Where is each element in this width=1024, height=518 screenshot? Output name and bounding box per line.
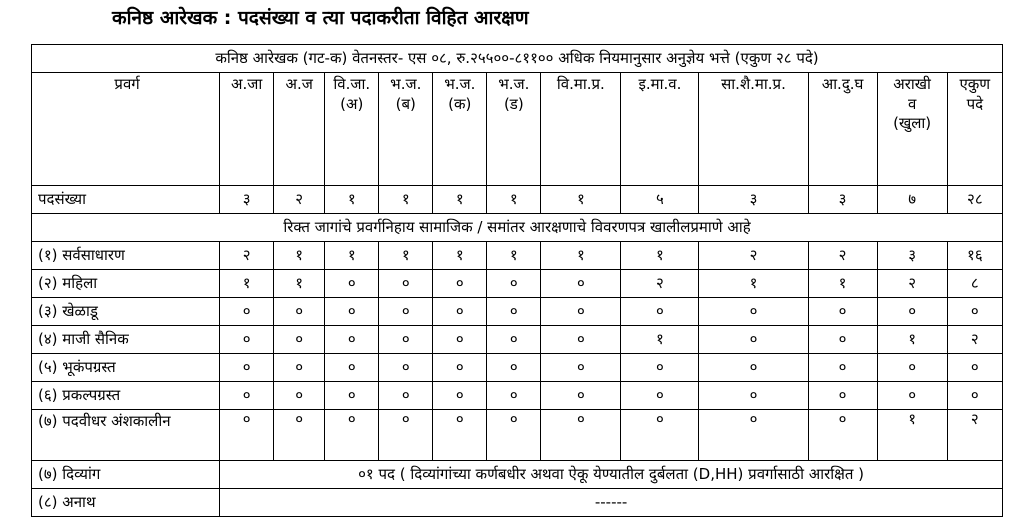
row-label: (५) भूकंपग्रस्त [32,354,220,382]
table-cell: ० [947,298,1002,326]
table-cell: १ [325,242,379,270]
table-cell: २ [877,270,947,298]
table-cell: १ [699,270,808,298]
table-cell: ० [877,298,947,326]
table-cell: ० [433,410,487,461]
row-label: (४) माजी सैनिक [32,326,220,354]
posts-value: १ [487,186,541,214]
column-header [433,73,487,186]
category-header: प्रवर्ग [32,73,220,186]
table-cell: ८ [947,270,1002,298]
column-header-line: (ड) [503,94,524,113]
posts-value: ७ [877,186,947,214]
column-header-line: भ.ज. [390,75,422,93]
table-cell: ० [877,382,947,410]
table-cell: ० [487,354,541,382]
table-cell: १ [541,242,621,270]
row-label: (७) पदवीधर अंशकालीन [32,410,220,461]
anath-label: (८) अनाथ [32,489,220,517]
table-cell: ० [274,410,325,461]
table-cell: ० [220,298,274,326]
table-cell: ० [220,326,274,354]
table-cell: १ [433,242,487,270]
table-cell: ० [699,354,808,382]
table-cell: ० [379,270,433,298]
table-cell: ० [325,326,379,354]
table-cell: ० [487,382,541,410]
table-row [32,298,1003,326]
reservation-table [31,44,1003,517]
section-note: रिक्त जागांचे प्रवर्गनिहाय सामाजिक / समांतर आरक्षणाचे विवरणपत्र खालीलप्रमाणे आहे [32,214,1003,242]
table-cell: ० [947,354,1002,382]
table-cell: ० [621,410,699,461]
table-cell: २ [220,242,274,270]
column-header [808,73,877,186]
table-cell: २ [621,270,699,298]
posts-value: ३ [220,186,274,214]
table-cell: ० [487,298,541,326]
table-cell: १ [621,326,699,354]
posts-value: १ [541,186,621,214]
column-header-line: आ.दु.घ [821,75,864,93]
column-header-line: अ.जा [231,75,263,93]
column-header [487,73,541,186]
row-label: (२) महिला [32,270,220,298]
table-cell: ० [433,298,487,326]
posts-label: पदसंख्या [32,186,220,214]
table-cell: ० [621,298,699,326]
posts-value: १ [325,186,379,214]
column-header [877,73,947,186]
table-cell: ० [274,326,325,354]
table-cell: ० [325,410,379,461]
column-header-line: (खुला) [893,114,932,132]
table-cell: ० [325,382,379,410]
table-cell: ० [808,326,877,354]
table-cell: ० [433,354,487,382]
table-cell: ० [325,270,379,298]
table-cell: ० [947,382,1002,410]
table-cell: ० [487,410,541,461]
section-note-row [32,214,1003,242]
table-cell: ० [325,354,379,382]
table-cell: ० [699,410,808,461]
table-cell: २ [947,410,1002,461]
table-row [32,410,1003,461]
table-row [32,242,1003,270]
table-cell: ३ [877,242,947,270]
table-cell: ० [220,354,274,382]
page-title: कनिष्ठ आरेखक : पदसंख्या व त्या पदाकरीता विहित आरक्षण [112,7,529,29]
posts-value: ५ [621,186,699,214]
column-header-line: वि.मा.प्र. [556,75,605,93]
column-header-line: इ.मा.व. [638,75,682,93]
table-cell: ० [487,326,541,354]
column-header [541,73,621,186]
table-row [32,326,1003,354]
table-cell: १ [220,270,274,298]
table-cell: १ [274,270,325,298]
column-header-line: भ.ज. [498,75,530,93]
table-cell: २ [808,242,877,270]
table-cell: ० [220,382,274,410]
anath-row [32,489,1003,517]
table-cell: ० [274,354,325,382]
column-header-line: अ.ज [285,75,313,93]
table-cell: ० [379,410,433,461]
table-cell: १ [877,410,947,461]
column-header-line: व [907,94,917,113]
anath-text: ------ [220,489,1003,517]
table-cell: ० [433,382,487,410]
header-row [32,73,1003,186]
table-cell: ० [220,410,274,461]
table-cell: ० [541,354,621,382]
table-cell: २ [947,326,1002,354]
table-cell: ० [325,298,379,326]
posts-value: १ [379,186,433,214]
row-label: (६) प्रकल्पग्रस्त [32,382,220,410]
divyang-row [32,461,1003,489]
table-cell: ० [541,270,621,298]
table-row [32,270,1003,298]
posts-value: ३ [808,186,877,214]
table-cell: ० [621,354,699,382]
table-cell: ० [433,270,487,298]
column-header-line: वि.जा. [333,75,371,93]
posts-value: १ [433,186,487,214]
table-cell: २ [699,242,808,270]
table-cell: ० [379,354,433,382]
column-header [274,73,325,186]
table-cell: १ [808,270,877,298]
column-header-line: एकुण [959,75,991,93]
table-cell: ० [808,382,877,410]
posts-value: २८ [947,186,1002,214]
table-cell: ० [541,298,621,326]
table-cell: १ [379,242,433,270]
posts-value: २ [274,186,325,214]
row-label: (१) सर्वसाधारण [32,242,220,270]
table-cell: ० [541,382,621,410]
table-cell: १ [621,242,699,270]
table-cell: ० [877,354,947,382]
column-header-line: भ.ज. [444,75,476,93]
column-header [220,73,274,186]
divyang-text: ०१ पद ( दिव्यांगांच्या कर्णबधीर अथवा ऐकू येण्यातील दुर्बलता (D,HH) प्रवर्गासाठी आरक्षित ) [220,461,1003,489]
table-cell: ० [699,326,808,354]
column-header-line: (क) [448,94,472,113]
banner-row [32,45,1003,73]
column-header [621,73,699,186]
table-cell: ० [379,298,433,326]
table-cell: ० [274,298,325,326]
table-cell: ० [808,298,877,326]
table-cell: ० [379,382,433,410]
posts-row [32,186,1003,214]
table-cell: ० [699,298,808,326]
column-header [699,73,808,186]
table-cell: ० [808,410,877,461]
column-header [325,73,379,186]
column-header-line: (ब) [395,94,416,113]
table-cell: ० [541,326,621,354]
table-cell: १ [877,326,947,354]
table-cell: ० [433,326,487,354]
banner-cell: कनिष्ठ आरेखक (गट-क) वेतनस्तर- एस ०८, रु.२५५००-८११०० अधिक नियमानुसार अनुज्ञेय भत्ते (एकुण २८ पदे) [32,45,1003,73]
column-header-line: अराखी [893,75,931,93]
table-cell: १६ [947,242,1002,270]
posts-value: ३ [699,186,808,214]
table-cell: ० [541,410,621,461]
table-row [32,354,1003,382]
table-cell: १ [487,242,541,270]
column-header-line: पदे [966,94,984,113]
column-header [379,73,433,186]
table-cell: ० [808,354,877,382]
table-cell: ० [621,382,699,410]
table-cell: ० [274,382,325,410]
column-header [947,73,1002,186]
divyang-label: (७) दिव्यांग [32,461,220,489]
table-cell: ० [379,326,433,354]
row-label: (३) खेळाडू [32,298,220,326]
column-header-line: सा.शै.मा.प्र. [721,75,786,93]
column-header-line: (अ) [340,94,364,113]
table-cell: ० [699,382,808,410]
table-cell: १ [274,242,325,270]
table-row [32,382,1003,410]
table-cell: ० [487,270,541,298]
